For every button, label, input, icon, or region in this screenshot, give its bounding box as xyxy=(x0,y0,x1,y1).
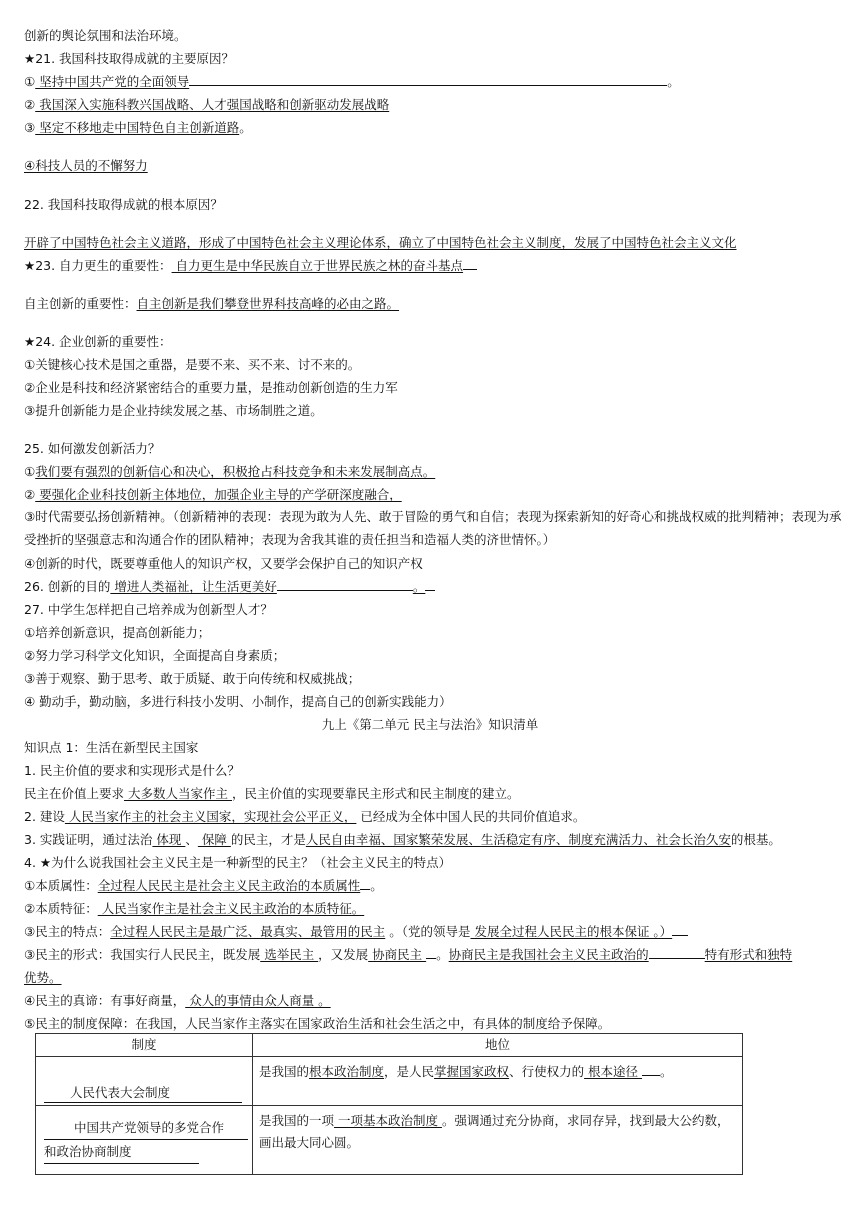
table-row xyxy=(36,1057,743,1106)
answer-line: ③提升创新能力是企业持续发展之基、市场制胜之道。 xyxy=(24,403,323,418)
question-22: 22. 我国科技取得成就的根本原因？ xyxy=(24,197,223,212)
answer-line: 优势。 xyxy=(24,970,62,985)
question-4: 4. ★为什么说我国社会主义民主是一种新型的民主？（社会主义民主的特点） xyxy=(24,855,452,870)
table-cell-system xyxy=(36,1057,253,1106)
answer-line: 自主创新的重要性：自主创新是我们攀登世界科技高峰的必由之路。 xyxy=(24,296,400,311)
answer-line: ②努力学习科学文化知识，全面提高自身素质； xyxy=(24,648,286,663)
answer-line: ② 我国深入实施科教兴国战略、人才强国战略和创新驱动发展战略 xyxy=(24,97,390,112)
section-title: 九上《第二单元 民主与法治》知识清单 xyxy=(321,717,539,732)
system-name: 人民代表大会制度 xyxy=(70,1085,171,1100)
table-cell-system xyxy=(36,1106,253,1175)
question-24: ★24. 企业创新的重要性： xyxy=(24,334,172,349)
answer-line: ① 坚持中国共产党的全面领导 。 xyxy=(24,74,680,89)
system-name: 和政治协商制度 xyxy=(44,1140,199,1164)
answer-line: 民主在价值上要求 大多数人当家作主 ，民主价值的实现要靠民主形式和民主制度的建立。 xyxy=(24,786,520,801)
question-1: 1. 民主价值的要求和实现形式是什么？ xyxy=(24,763,240,778)
answer-line: ④创新的时代，既要尊重他人的知识产权，又要学会保护自己的知识产权 xyxy=(24,556,423,571)
answer-line: ③ 坚定不移地走中国特色自主创新道路。 xyxy=(24,120,252,135)
answer-line: ②本质特征： 人民当家作主是社会主义民主政治的本质特征。 xyxy=(24,901,365,916)
answer-line: 开辟了中国特色社会主义道路，形成了中国特色社会主义理论体系，确立了中国特色社会主义制度，发展了中国特色社会主义文化 xyxy=(24,235,737,250)
answer-line: ③民主的特点：全过程人民民主是最广泛、最真实、最管用的民主 。（党的领导是 发展全过程人民民主的根本保证 。） xyxy=(24,923,688,941)
paragraph-text: ③时代需要弘扬创新精神。（创新精神的表现：表现为敢为人先、敢于冒险的勇气和自信；表现为探索新知的好奇心和挑战权威的批判精神；表现为承受挫折的坚强意志和沟通合作的团队精神；表现为舍我其谁的责任担当和造福人类的济世情怀。） xyxy=(24,509,842,547)
answer-line: ⑤民主的制度保障：在我国，人民当家作主落实在国家政治生活和社会生活之中，有具体的制度给予保障。 xyxy=(24,1016,611,1031)
answer-line: ①培养创新意识，提高创新能力； xyxy=(24,625,211,640)
question-25: 25. 如何激发创新活力？ xyxy=(24,441,161,456)
knowledge-point-heading: 知识点 1：生活在新型民主国家 xyxy=(24,740,199,755)
table-cell-position: 是我国的一项 一项基本政治制度 。强调通过充分协商，求同存异，找到最大公约数，画出最大同心圆。 xyxy=(253,1106,743,1175)
answer-line: ③民主的形式：我国实行人民民主，既发展 选举民主 ，又发展 协商民主 。协商民主是我国社会主义民主政治的 特有形式和独特 xyxy=(24,947,793,962)
system-name: 中国共产党领导的多党合作 xyxy=(74,1120,225,1135)
answer-line: 3. 实践证明，通过法治 体现 、 保障 的民主，才是人民自由幸福、国家繁荣发展、生活稳定有序、制度充满活力、社会长治久安的根基。 xyxy=(24,832,781,847)
answer-line: ③善于观察、勤于思考、敢于质疑、敢于向传统和权威挑战； xyxy=(24,671,361,686)
question-21: ★21. 我国科技取得成就的主要原因？ xyxy=(24,51,235,66)
answer-line: ④民主的真谛：有事好商量， 众人的事情由众人商量 。 xyxy=(24,993,331,1008)
system-table xyxy=(35,1033,743,1175)
table-row xyxy=(36,1106,743,1175)
line-text: 创新的舆论氛围和法治环境。 xyxy=(24,28,187,43)
question-26: 26. 创新的目的 增进人类福祉，让生活更美好 。 xyxy=(24,578,435,596)
answer-line: ④科技人员的不懈努力 xyxy=(24,158,148,173)
answer-line: ①关键核心技术是国之重器，是要不来、买不来、讨不来的。 xyxy=(24,357,361,372)
table-header-cell: 地位 xyxy=(253,1034,743,1057)
table-header-row xyxy=(36,1034,743,1057)
question-23: ★23. 自力更生的重要性： 自力更生是中华民族自立于世界民族之林的奋斗基点 xyxy=(24,257,477,275)
table-cell-position: 是我国的根本政治制度，是人民掌握国家政权、行使权力的 根本途径 。 xyxy=(253,1057,743,1106)
table-header-cell: 制度 xyxy=(36,1034,253,1057)
answer-line: ② 要强化企业科技创新主体地位，加强企业主导的产学研深度融合， xyxy=(24,487,402,502)
answer-line: ①本质属性：全过程人民民主是社会主义民主政治的本质属性 。 xyxy=(24,878,383,893)
answer-line: ①我们要有强烈的创新信心和决心，积极抢占科技竞争和未来发展制高点。 xyxy=(24,464,436,479)
answer-line: ④ 勤动手，勤动脑，多进行科技小发明、小制作，提高自己的创新实践能力） xyxy=(24,694,452,709)
answer-line: ②企业是科技和经济紧密结合的重要力量，是推动创新创造的生力军 xyxy=(24,380,398,395)
answer-line: 2. 建设 人民当家作主的社会主义国家，实现社会公平正义， 已经成为全体中国人民的共同价值追求。 xyxy=(24,809,586,824)
question-27: 27. 中学生怎样把自己培养成为创新型人才？ xyxy=(24,602,273,617)
